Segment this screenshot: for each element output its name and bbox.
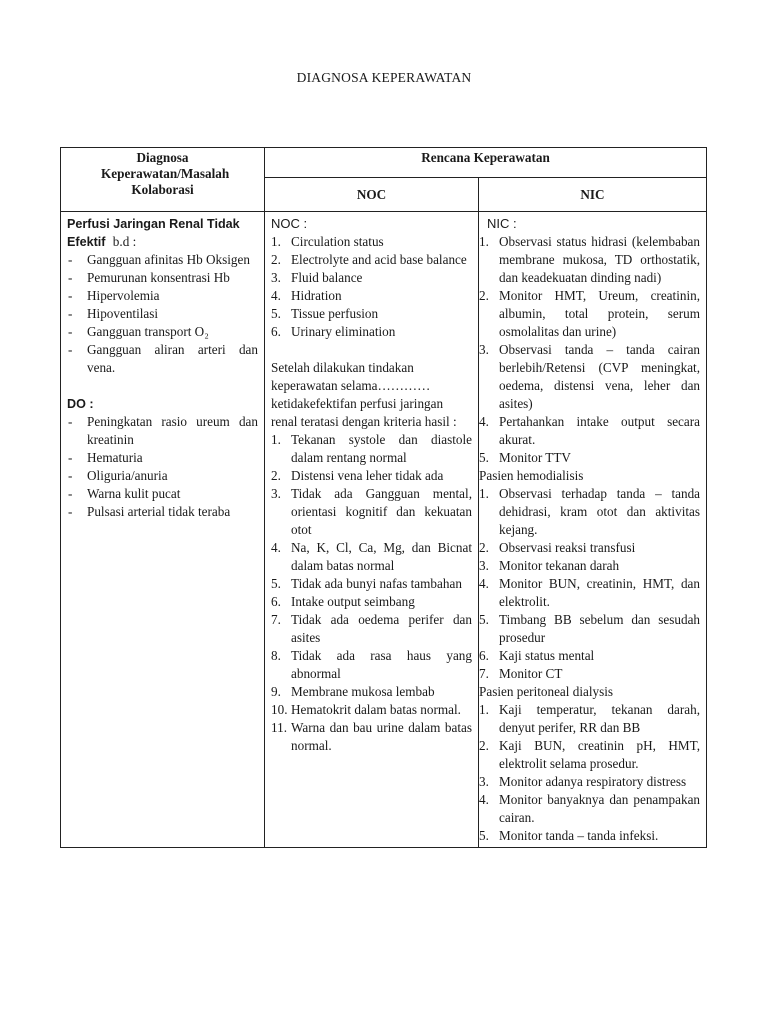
- bd-item: - Gangguan transport O₂: [67, 323, 258, 341]
- item-text: Circulation status: [291, 234, 384, 249]
- item-text: Tissue perfusion: [291, 306, 379, 321]
- item-text: Observasi terhadap tanda – tanda dehidrasi, kram otot dan aktivitas kejang.: [499, 486, 701, 537]
- item-number: 7.: [271, 612, 281, 627]
- do-list: [67, 413, 258, 521]
- nic-item: [479, 287, 700, 341]
- do-item: - Warna kulit pucat: [67, 485, 258, 503]
- item-text: Urinary elimination: [291, 324, 396, 339]
- item-text: Observasi reaksi transfusi: [499, 540, 636, 555]
- item-text: Kaji temperatur, tekanan darah, denyut perifer, RR dan BB: [499, 702, 701, 735]
- item-number: 3.: [479, 774, 489, 789]
- nic-hemodialisis-item: [479, 611, 700, 647]
- item-number: 1.: [271, 432, 281, 447]
- noc-criteria-item: [271, 467, 472, 485]
- item-number: 2.: [271, 252, 281, 267]
- item-number: 3.: [479, 558, 489, 573]
- bd-item: - Hipervolemia: [67, 287, 258, 305]
- item-number: 4.: [479, 414, 489, 429]
- do-label: DO :: [67, 397, 94, 411]
- item-number: 4.: [479, 792, 489, 807]
- nic-peritoneal-item: [479, 737, 700, 773]
- item-number: 6.: [479, 648, 489, 663]
- item-text: Monitor TTV: [499, 450, 571, 465]
- noc-criteria-item: [271, 593, 472, 611]
- bd-item: - Gangguan aliran arteri dan vena.: [67, 341, 258, 377]
- nic-hemodialisis-item: [479, 539, 700, 557]
- item-text: Tidak ada bunyi nafas tambahan: [291, 576, 462, 591]
- item-number: 3.: [479, 342, 489, 357]
- item-text: Intake output seimbang: [291, 594, 415, 609]
- item-number: 5.: [479, 612, 489, 627]
- item-text: Monitor HMT, Ureum, creatinin, albumin, total protein, serum osmolalitas dan urine): [499, 288, 701, 339]
- nic-content: [479, 212, 706, 845]
- noc-criteria-item: [271, 431, 472, 467]
- item-number: 1.: [479, 486, 489, 501]
- noc-criteria-list: [271, 431, 472, 755]
- item-text: Tidak ada rasa haus yang abnormal: [291, 648, 472, 681]
- item-text: Tidak ada Gangguan mental, orientasi kognitif dan kekuatan otot: [291, 486, 472, 537]
- header-nic: NIC: [479, 178, 707, 212]
- noc-outcome-item: [271, 287, 472, 305]
- item-number: 6.: [271, 594, 281, 609]
- noc-criteria-item: [271, 683, 472, 701]
- item-number: 4.: [271, 540, 281, 555]
- do-item: - Peningkatan rasio ureum dan kreatinin: [67, 413, 258, 449]
- bd-item: - Pemurunan konsentrasi Hb: [67, 269, 258, 287]
- header-rencana: Rencana Keperawatan: [265, 148, 707, 178]
- noc-criteria-item: [271, 485, 472, 539]
- item-number: 7.: [479, 666, 489, 681]
- noc-outcome-item: [271, 233, 472, 251]
- do-item: - Hematuria: [67, 449, 258, 467]
- item-number: 4.: [271, 288, 281, 303]
- item-number: 5.: [271, 306, 281, 321]
- noc-content: [265, 212, 478, 755]
- noc-outcome-item: [271, 251, 472, 269]
- noc-criteria-item: [271, 647, 472, 683]
- nic-hemodialisis-item: [479, 485, 700, 539]
- item-text: Monitor adanya respiratory distress: [499, 774, 687, 789]
- nursing-care-table: [60, 147, 707, 848]
- nic-item: [479, 449, 700, 467]
- diagnosis-cell: [61, 212, 265, 848]
- nic-peritoneal-item: [479, 773, 700, 791]
- item-number: 11.: [271, 720, 287, 735]
- nic-peritoneal-item: [479, 791, 700, 827]
- item-number: 3.: [271, 270, 281, 285]
- item-number: 2.: [479, 288, 489, 303]
- header-diagnosa-label: Diagnosa Keperawatan/Masalah Kolaborasi: [101, 150, 230, 197]
- noc-outcome-item: [271, 305, 472, 323]
- do-item: - Pulsasi arterial tidak teraba: [67, 503, 258, 521]
- item-text: Na, K, Cl, Ca, Mg, dan Bicnat dalam batas normal: [291, 540, 472, 573]
- item-text: Monitor tekanan darah: [499, 558, 620, 573]
- nic-hemodialisis-item: [479, 647, 700, 665]
- header-diagnosa: [61, 148, 265, 212]
- item-text: Kaji BUN, creatinin pH, HMT, elektrolit selama prosedur.: [499, 738, 701, 771]
- header-noc: NOC: [265, 178, 479, 212]
- item-text: Monitor banyaknya dan penampakan cairan.: [499, 792, 701, 825]
- item-text: Pertahankan intake output secara akurat.: [499, 414, 701, 447]
- nic-cell: [479, 212, 707, 848]
- noc-label: NOC :: [271, 216, 308, 231]
- item-text: Electrolyte and acid base balance: [291, 252, 467, 267]
- item-text: Monitor tanda – tanda infeksi.: [499, 828, 659, 843]
- noc-cell: [265, 212, 479, 848]
- item-text: Distensi vena leher tidak ada: [291, 468, 444, 483]
- item-text: Timbang BB sebelum dan sesudah prosedur: [499, 612, 701, 645]
- nic-peritoneal-item: [479, 701, 700, 737]
- item-text: Hidration: [291, 288, 342, 303]
- nic-hemodialisis-item: [479, 665, 700, 683]
- item-text: Warna dan bau urine dalam batas normal.: [291, 720, 472, 753]
- item-text: Membrane mukosa lembab: [291, 684, 435, 699]
- item-text: Fluid balance: [291, 270, 363, 285]
- item-text: Monitor CT: [499, 666, 563, 681]
- nic-peritoneal-item: [479, 827, 700, 845]
- item-number: 10.: [271, 702, 288, 717]
- diagnosis-heading-line1: Perfusi Jaringan Renal Tidak: [67, 217, 240, 231]
- nic-heading-peritoneal: Pasien peritoneal dialysis: [479, 684, 614, 699]
- bd-label: b.d :: [112, 234, 137, 249]
- item-number: 2.: [479, 738, 489, 753]
- nic-heading-hemodialisis: Pasien hemodialisis: [479, 468, 584, 483]
- item-number: 8.: [271, 648, 281, 663]
- do-item: - Oliguria/anuria: [67, 467, 258, 485]
- noc-criteria-item: [271, 611, 472, 647]
- item-number: 4.: [479, 576, 489, 591]
- item-number: 1.: [479, 702, 489, 717]
- item-text: Tekanan systole dan diastole dalam rentang normal: [291, 432, 472, 465]
- document-title: DIAGNOSA KEPERAWATAN: [296, 70, 472, 85]
- noc-criteria-item: [271, 575, 472, 593]
- bd-item: - Hipoventilasi: [67, 305, 258, 323]
- nic-hemodialisis-item: [479, 557, 700, 575]
- item-number: 2.: [271, 468, 281, 483]
- item-text: Monitor BUN, creatinin, HMT, dan elektrolit.: [499, 576, 701, 609]
- item-number: 5.: [479, 828, 489, 843]
- nic-item: [479, 233, 700, 287]
- nic-label: NIC :: [487, 216, 517, 231]
- noc-criteria-item: [271, 539, 472, 575]
- diagnosis-content: [61, 212, 264, 521]
- item-number: 3.: [271, 486, 281, 501]
- noc-outcome-item: [271, 323, 472, 341]
- item-number: 1.: [479, 234, 489, 249]
- item-number: 9.: [271, 684, 281, 699]
- item-number: 5.: [479, 450, 489, 465]
- item-text: Kaji status mental: [499, 648, 595, 663]
- item-text: Observasi tanda – tanda cairan berlebih/Retensi (CVP meningkat, oedema, distensi vena, leher dan asites): [499, 342, 701, 411]
- noc-outcome-item: [271, 269, 472, 287]
- item-number: 5.: [271, 576, 281, 591]
- item-text: Tidak ada oedema perifer dan asites: [291, 612, 472, 645]
- item-text: Hematokrit dalam batas normal.: [291, 702, 461, 717]
- nic-group3-list: [479, 701, 700, 845]
- noc-criteria-item: [271, 701, 472, 719]
- nic-group2-list: [479, 485, 700, 683]
- diagnosis-heading-efektif: Efektif: [67, 235, 106, 249]
- noc-outcomes-list: [271, 233, 472, 341]
- diagnosis-heading-line2: [67, 233, 258, 251]
- item-number: 1.: [271, 234, 281, 249]
- noc-criteria-item: [271, 719, 472, 755]
- nic-item: [479, 341, 700, 413]
- item-number: 6.: [271, 324, 281, 339]
- bd-item: - Gangguan afinitas Hb Oksigen: [67, 251, 258, 269]
- nic-group1-list: [479, 233, 700, 467]
- bd-list: [67, 251, 258, 377]
- nic-item: [479, 413, 700, 449]
- item-number: 2.: [479, 540, 489, 555]
- item-text: Observasi status hidrasi (kelembaban membrane mukosa, TD orthostatik, dan keadekuatan dinding nadi): [499, 234, 701, 285]
- noc-paragraph: Setelah dilakukan tindakan keperawatan selama………… ketidakefektifan perfusi jaringan renal teratasi dengan kriteria hasil :: [271, 360, 457, 429]
- nic-hemodialisis-item: [479, 575, 700, 611]
